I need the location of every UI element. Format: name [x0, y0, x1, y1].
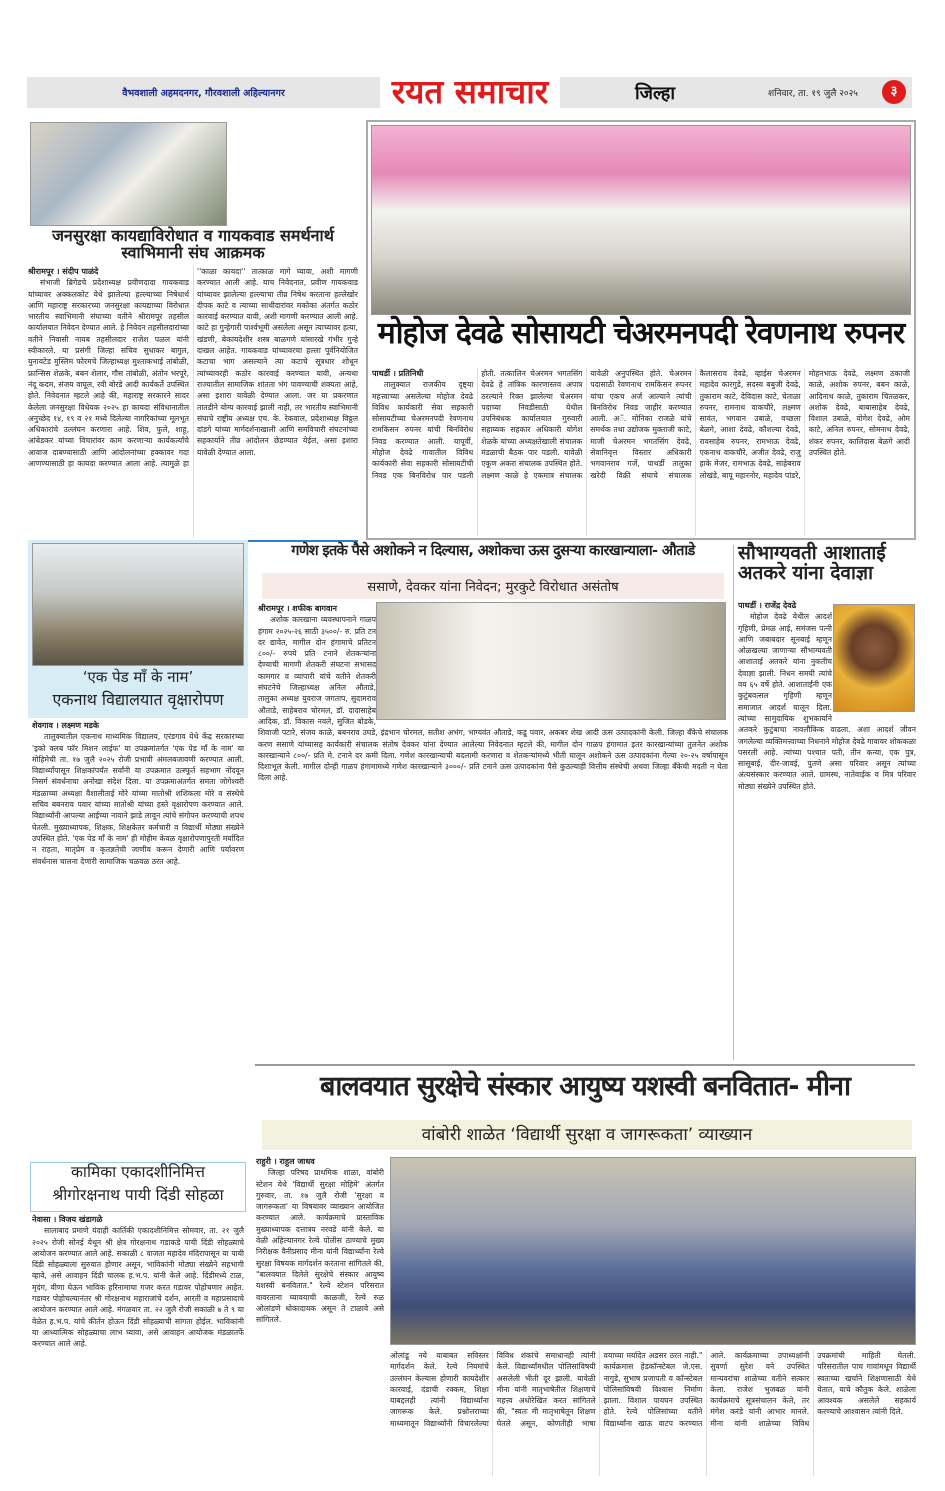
ganesh-headline: गणेश इतके पैसे अशोकने न दिल्यास, अशोकचा ऊस दुसऱ्या कारखान्याला- औताडे [291, 543, 695, 559]
article-body: जिल्हा परिषद प्राथमिक शाळा, वांबोरी स्टेशन येथे 'विद्यार्थी सुरक्षा मोहिमे' अंतर्गत गुरुवार, ता. १७ जुलै रोजी 'सुरक्षा व जागरूकता' या विषयावर व्याख्यान आयोजित करण्यात आले. कार्यक्रमाचे प्रास्ताविक मुख्याध्यापक दत्तात्रय नरवडे यांनी केले. या वेळी अहिल्यानगर रेल्वे पोलीस ठाण्याचे मुख्य निरीक्षक वैनीप्रसाद मीना यांनी विद्यार्थ्यांना रेल्वे सुरक्षा विषयक मार्गदर्शन करताना सांगितले की, "बालवयात दिलेले सुरक्षेचे संस्कार आयुष्य यशस्वी बनवितात." रेल्वे स्टेशन परिसरात वावरताना घ्यावयाची काळजी, रेल्वे रुळ ओलांडणे धोकादायक असून ते टाळावे असे सांगितले. [256, 1168, 384, 1325]
issue-date: शनिवार, ता. १९ जुलै २०२५ [768, 89, 858, 99]
section-box [560, 77, 912, 108]
protest-photo [30, 122, 227, 226]
kamika-headline-2: श्रीगोरक्षनाथ पायी दिंडी सोहळा [52, 1186, 224, 1204]
ekanath-article [32, 720, 244, 1155]
mohoj-article [372, 368, 910, 536]
newspaper-title: रयत समाचार [391, 72, 549, 111]
byline: राहुरी । राहुल जाधव [256, 1157, 315, 1166]
page-number-badge: ३ [882, 80, 906, 104]
tagline: वैभवशाली अहमदनगर, गौरवशाली अहिल्यानगर [122, 88, 285, 99]
tagline-box [27, 77, 380, 108]
ganesh-article [258, 603, 728, 1058]
byline: पाथर्डी । राजेंद्र देवढे [738, 601, 797, 610]
article-body: अशोक कारखाना व्यवस्थापनाने गाळप हंगाम २०२५-२६ साठी ३५००/- रु. प्रति टन दर द्यावेत, मागील दोन हंगामाचे प्रतिटन ८००/- रुपये प्रति टनाने शेतकऱ्यांना देण्याची मागणी शेतकरी संघटना सभासद कामगार व व्यापारी यांचे वतीने शेतकरी संघटनेचे जिल्हाध्यक्ष अनिल औताडे, तालुका अध्यक्ष युवराज जगताप, सुदामराव औताडे, साहेबराव चोरमल, डॉ. दादासाहेब आदिक, डॉ. विकास नवले, सुजित बोडके, शिवाजी पटारे, संजय काळे, बबनराव उघडे, इंद्रभान चोरमल, सतीश अभंग, भाग्यवंत औताडे, कडू पवार, अकबर शेख आदी ऊस उत्पादकांनी केली. जिल्हा बँकेचे संचालक करण ससाणे यांच्यासह कार्यकारी संचालक संतोष देवकर यांना देण्यात आलेल्या निवेदनात म्हटले की, मागील दोन गाळप हंगामात इतर कारखान्यांच्या तुलनेत अशोक कारखान्याने ८००/- प्रति मे. टनाने दर कमी दिला. गणेश कारखान्याची बदलामी करणारा व शेतकऱ्यांमध्ये भीती घालून अशोकने ऊस उत्पादकांना गेल्या २०-२५ वर्षापासून दिशाभूल केली. मागील दोन्ही गाळप हंगामामध्ये गणेश कारखान्याने ३०००/- प्रति टनाने ऊस उत्पादकांना पैसे कुठल्याही वित्तीय संस्थेची अथवा जिल्हा बँकेची मदती न घेता दिला आहे. [258, 615, 728, 783]
byline: शेवगाव । लक्ष्मण मडके [32, 721, 100, 730]
balvayat-subhead-box [262, 1120, 912, 1150]
article-body: संभाजी ब्रिगेडचे प्रदेशाध्यक्ष प्रवीणदादा गायकवाड यांच्यावर अक्कलकोट येथे झालेल्या हल्ल्याच्या निषेधार्थ आणि महाराष्ट्र सरकारच्या जनसुरक्षा कायद्याच्या विरोधात भारतीय स्वाभिमानी संघाच्या वतीने श्रीरामपूर तहसील कार्यालयात निवेदन देण्यात आले. हे निवेदन तहसीलदारांच्या वतीने निवासी नायब तहसीलदार राजेश पळल यांनी स्वीकारले. या प्रसंगी जिल्हा सचिव सुधाकर बागुल, युनायटेड मुस्लिम फोरमचे जिल्हाध्यक्ष मुश्ताकभाई तांबोळी, फ्रान्सिस शेळके, बबन शेलार, गौस तांबोळी, अंतोन भरपूरे, नंदू कदम, संजय वाघूल, रवी बोरडे आदी कार्यकर्ते उपस्थित होते. निवेदनात म्हटले आहे की, महाराष्ट्र सरकारने सादर केलेला जनसुरक्षा विधेयक २०२५ हा कायदा संविधानातील अनुच्छेद १४, १९ व २१ मध्ये दिलेल्या नागरिकांच्या मूलभूत अधिकारांचे उल्लंघन करणारा आहे. शिव, फुले, शाहू, आंबेडकर यांच्या विचारांवर काम करणाऱ्या कार्यकर्त्यांचे आवाज दाबण्यासाठी आणि आंदोलनांच्या हक्कावर गदा आणण्यासाठी हा कायदा करण्यात आला आहे. त्यामुळे हा ''काळा कायदा'' तात्काळ मागे घ्यावा, अशी मागणी करण्यात आली आहे. याच निवेदनात, प्रवीण गायकवाड यांच्यावर झालेल्या हल्ल्याचा तीव्र निषेध करताना हल्लेखोर दीपक काटे व त्याच्या साथीदारांवर मकोका अंतर्गत कठोर कारवाई करण्यात यावी, अशी मागणी करण्यात आली आहे. काटे हा गुन्हेगारी पार्श्वभूमी असलेला असून त्याच्यावर हत्या, खंडणी, बेकायदेशीर शस्त्र बाळगणे यांसारखे गंभीर गुन्हे दाखल आहेत. गायकवाड यांच्यावरचा हल्ला पूर्वनियोजित कटाचा भाग असल्याने त्या कटाचे सूत्रधार शोधून त्यांच्यावरही कठोर कारवाई करण्यात यावी, अन्यथा राज्यातील सामाजिक शांतता भंग पावण्याची शक्यता आहे, असा इशारा यावेळी देण्यात आला. जर या प्रकरणात तातडीने योग्य कारवाई झाली नाही, तर भारतीय स्वाभिमानी संघाचे राष्ट्रीय अध्यक्ष एच. के. रेकवाल, प्रदेशाध्यक्ष विठ्ठल दांडगे यांच्या मार्गदर्शनाखाली आणि समविचारी संघटनांच्या सहकार्याने तीव्र आंदोलन छेडण्यात येईल, असा इशारा यावेळी देण्यात आला. [28, 267, 358, 469]
ekanath-headline-1: ‘एक पेड माँ के नाम’ [82, 668, 194, 686]
jansuraksha-article [28, 266, 358, 538]
kamika-article [32, 1214, 244, 1476]
article-body: तालुक्यातील एकनाथ माध्यमिक विद्यालय, एरंडगाव येथे केंद्र सरकारच्या 'इको क्लब फॉर मिशन लाईफ' या उपक्रमांतर्गत 'एक पेड माँ के नाम' या मोहिमेची ता. १७ जुलै २०२५ रोजी प्रभावी अंमलबजावणी करण्यात आली. विद्यार्थ्यांपासून शिक्षकांपर्यंत सर्वांनी या उपक्रमात उत्स्फूर्त सहभाग नोंदवून निसर्ग संवर्धनाचा अनोखा संदेश दिला. या उपक्रमाअंतर्गत समता जोगेश्वरी मंडळाच्या अध्यक्षा वैशालीताई मोरे यांच्या मातोश्री शशिकला मोरे व संस्थेचे सचिव बबनराव पवार यांच्या मातोश्री यांच्या हस्ते वृक्षारोपण करण्यात आले. विद्यार्थ्यांनी आपल्या आईच्या नावाने झाडे लावून त्यांचे संगोपन करण्याची शपथ घेतली. मुख्याध्यापक, शिक्षक, शिक्षकेतर कर्मचारी व विद्यार्थी मोठ्या संख्येने उपस्थित होते. 'एक पेड माँ के नाम' ही मोहीम केवळ वृक्षारोपणापुरती मर्यादित न राहता, मातृप्रेम व कृतज्ञतेची जाणीव करून देणारी आणि पर्यावरण संवर्धनास चालना देणारी सामाजिक चळवळ ठरत आहे. [32, 732, 244, 866]
ekanath-headline-2: एकनाथ विद्यालयात वृक्षारोपण [52, 690, 224, 709]
byline: श्रीरामपूर । संदीप पाळंदे [28, 267, 99, 276]
ashatai-headline: सौभाग्यवती आशाताई अतकरे यांना देवाज्ञा [738, 542, 886, 584]
tree-plantation-photo [32, 543, 244, 666]
balvayat-subhead: वांबोरी शाळेत ‘विद्यार्थी सुरक्षा व जागरूकता’ व्याख्यान [421, 1125, 753, 1145]
section-divider [255, 1064, 915, 1066]
article-body: ओलांडू नये याबाबत सविस्तर मार्गदर्शन केले. रेल्वे नियमांचे उल्लंघन केल्यास होणारी कायदेशीर कारवाई, दंडाची रक्कम, शिक्षा याबद्दलही त्यांनी विद्यार्थ्यांना जागरूक केले. प्रश्नोत्तराच्या माध्यमातून विद्यार्थ्यांनी विचारलेल्या विविध शंकांचे समाधानही त्यांनी केले. विद्यार्थ्यांमधील पोलिसांविषयी असलेली भीती दूर झाली. यावेळी मीना यांनी मातृभाषेतील शिक्षणाचे महत्त्व अधोरेखित करत सांगितले की, "स्वतः मी मातृभाषेतून शिक्षण घेतले असून, कोणतीही भाषा वयाच्या मर्यादेत अडसर ठरत नाही." कार्यक्रमास हेडकॉन्स्टेबल जे.एस. नागुडे, सुभाष प्रजापती व कॉन्स्टेबल पोलिसांविषयी विश्वास निर्माण झाला. विशाल पायघन उपस्थित होते. रेल्वे पोलिसांच्या वतीने विद्यार्थ्यांना खाऊ वाटप करण्यात आले. कार्यक्रमाच्या उपाध्यक्षांनी सुवर्णा सुरेश वने उपस्थित मान्यवरांचा शाळेच्या वतीने सत्कार केला. राजेश भुजबळ यांनी कार्यक्रमाचे सूत्रसंचालन केले, तर मंगेश करंडे यांनी आभार मानले. मीना यांनी शाळेच्या विविध उपक्रमांची माहिती घेतली. परिसरातील पाच गावांमधून विद्यार्थी स्वतःच्या खर्चाने शिक्षणासाठी येथे येतात, याचे कौतुक केले. शाळेला आवश्यक असलेले सहकार्य करण्याचे आश्वासन त्यांनी दिले. [390, 1351, 916, 1428]
byline: पाथर्डी । प्रतिनिधी [372, 369, 424, 378]
jansuraksha-headline: जनसुरक्षा कायद्याविरोधात व गायकवाड समर्थनार्थ स्वाभिमानी संघ आक्रमक [52, 226, 334, 262]
section-name: जिल्हा [635, 83, 675, 104]
balvayat-headline: बालवयात सुरक्षेचे संस्कार आयुष्य यशस्वी बनवितात- मीना [319, 1071, 851, 1102]
students-group-photo [390, 1157, 916, 1345]
balvayat-article-left [256, 1156, 384, 1476]
article-body: सालाबाद प्रमाणे यंदाही कार्तिकी एकादशीनिमित्त सोमवार, ता. २१ जुलै २०२५ रोजी सोनई येथून श्री क्षेत्र गोरक्षनाथ गडाकडे पायी दिंडी सोहळ्याचे आयोजन करण्यात आले आहे. सकाळी ८ वाजता महादेव मंदिरापासून या पायी दिंडी सोहळ्याला सुरुवात होणार असून, भाविकांनी मोठ्या संख्येने सहभागी व्हावे, असे आवाहन दिंडी चालक ह.भ.प. यांनी केले आहे. दिंडीमध्ये टाळ, मृदंग, वीणा घेऊन भाविक हरिनामाचा गजर करत गडावर पोहोचणार आहेत. गडावर पोहोचल्यानंतर श्री गोरक्षनाथ महाराजांचे दर्शन, आरती व महाप्रसादाचे आयोजन करण्यात आले आहे. मंगळवार ता. २२ जुलै रोजी सकाळी ७ ते ९ या वेळेत ह.भ.प. यांचे कीर्तन होऊन दिंडी सोहळ्याची सांगता होईल. भाविकांनी या आध्यात्मिक सोहळ्याचा लाभ घ्यावा, असे आवाहन आयोजक मंडळातर्फे करण्यात आले आहे. [32, 1226, 244, 1349]
article-body: मोहोज देवढे येथील आदर्श गृहिणी, प्रेमळ आई, समंजस पत्नी आणि जबाबदार सूनबाई म्हणून ओळखल्या जाणाऱ्या सौभाग्यवती आशाताई अतकरे यांना नुकतीच देवाज्ञा झाली. निधन समयी त्यांचे वय ६५ वर्षे होते. आशाताईंनी एक कुटुंबवत्सल गृहिणी म्हणून समाजात आदर्श घालून दिला. त्यांच्या सामुदायिक शुभकार्याने अतकरे कुटुंबाचा नावलौकिक वाढला. अशा आदर्श जीवन जगलेल्या व्यक्तिमत्त्वाच्या निधनाने मोहोज देवढे गावावर शोककळा पसरली आहे. त्यांच्या पश्चात पती, तीन कन्या, एक पुत्र, सासूबाई, दीर-जावई, पुतणे असा परिवार असून त्यांच्या अंत्यसंस्कार करण्यात आले. ग्रामस्थ, नातेवाईक व मित्र परिवार मोठ्या संख्येने उपस्थित होते. [738, 612, 916, 791]
kamika-headline-1: कामिका एकादशीनिमित्त [71, 1163, 205, 1181]
article-body: तालुक्यात राजकीय दृष्ट्या महत्त्वाच्या असलेल्या मोहोज देवढे विविध कार्यकारी सेवा सहकारी सोसायटीच्या चेअरमनपदी रेवणनाथ रामकिसन रुपनर यांची बिनविरोध निवड करण्यात आली. यापूर्वी, मोहोज देवढे गावातील विविध कार्यकारी सेवा सहकारी सोसायटीची निवड एक बिनविरोध पार पडली होती. तत्कालिन चेअरमन भगतसिंग देवढे हे तांत्रिक कारणास्तव अपात्र ठरल्याने रिक्त झालेल्या चेअरमन पदाच्या निवडीसाठी येथील उपनिबंधक कार्यालयात गुरुवारी सहाय्यक सहकार अधिकारी योगेश शेळके यांच्या अध्यक्षतेखाली संचालक मंडळाची बैठक पार पडली. यावेळी एकूण अकरा संचालक उपस्थित होते. लक्ष्मण काळे हे एकमात्र संचालक यावेळी अनुपस्थित होते. चेअरमन पदासाठी रेवणनाथ रामकिसन रुपनर यांचा एकच अर्ज आल्याने त्यांची बिनविरोध निवड जाहीर करण्यात आली. अॅ. मोनिका राजळे यांचे समर्थक तथा उद्योजक मुक्ताजी काटे, माजी चेअरमन भगतसिंग देवढे, सेवानिवृत्त विस्तार अधिकारी भगवानराव गर्जे, पाथर्डी तालुका खरेदी विक्री संघाचे संचालक कैलासराव देवढे, व्हाईस चेअरमन महादेव कारगुडे, सदस्य बबुजी देवढे, तुकाराम काटे, देविदास काटे, चेताळा रुपनर, रामनाथ वाकचौरे, लक्ष्मण सावंत, भगवान उबाळे, वच्छला बेळगे, आशा देवढे, कौशल्या देवढे, रावसाहेब रुपनर, रामभाऊ देवढे, एकनाथ वाकचौरे, अजीत देवढे, राजु हाके मेजर, रामभाऊ देवढे, साहेबराव लोखंडे, बापू महारनोर, महादेव पांडरे, मोहनभाऊ देवढे, लक्ष्मण ठकाजी काळे, अशोक रुपनर, बबन काळे, आदिनाथ काळे, तुकाराम चितळकर, अशोक देवढे, बाबासाहेब देवढे, विशाल उबाळे, योगेश देवढे, ओम काटे, अनिल रुपनर, सोमनाथ देवढे, शंकर रुपनर, कालिदास बेळगे आदी उपस्थित होते. [372, 369, 910, 480]
mohoj-headline: मोहोज देवढे सोसायटी चेअरमनपदी रेवणनाथ रुपनर [377, 316, 905, 351]
balvayat-article-bottom [390, 1350, 916, 1476]
byline: श्रीरामपूर । शफीक बागवान [258, 604, 337, 613]
byline: नेवासा । विजय खंडागळे [32, 1215, 103, 1224]
column-divider [733, 545, 734, 1060]
ganesh-subhead: ससाणे, देवकर यांना निवेदन; मुरकुटे विरोधात असंतोष [367, 580, 619, 595]
ganesh-subhead-box [262, 573, 724, 599]
ashatai-article [738, 600, 916, 1058]
felicitation-photo [371, 125, 911, 315]
